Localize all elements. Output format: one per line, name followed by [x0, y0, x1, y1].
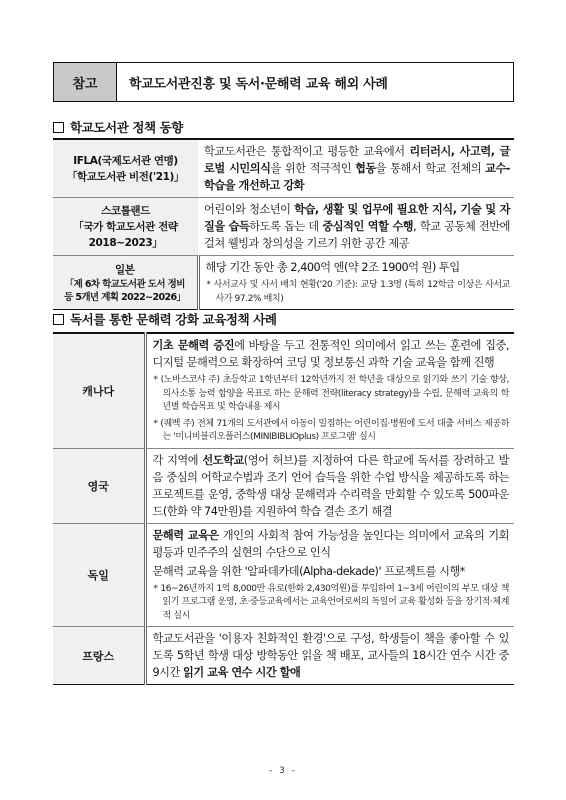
table-row — [53, 448, 514, 523]
label-line: IFLA(국제도서관 연맹) — [73, 154, 178, 167]
table-row — [53, 523, 514, 627]
page-title: 학교도서관진흥 및 독서·문해력 교육 해외 사례 — [129, 76, 388, 92]
bold-text: 선도학교 — [202, 453, 244, 467]
row-body — [145, 448, 514, 523]
text: 을 위한 적극적인 — [270, 162, 356, 175]
text: 각 지역에 — [152, 453, 203, 467]
label-line: 「국가 학교도서관 전략 — [73, 220, 178, 233]
table-row — [53, 627, 514, 685]
row-label — [53, 198, 198, 256]
row-body — [145, 523, 514, 627]
text: 학교도서관은 통합적이고 평등한 교육에서 — [204, 145, 410, 158]
title-tag: 참고 — [54, 63, 117, 101]
country-label: 독일 — [53, 523, 145, 627]
page-number: - 3 - — [269, 766, 297, 776]
section-heading-policy — [53, 118, 183, 136]
label-line: 「학교도서관 비전('21)」 — [66, 170, 185, 183]
literacy-table — [53, 332, 514, 685]
footnote: * (노바스코샤 주) 초등학교 1학년부터 12학년까지 전 학년을 대상으로 읽기와 쓰기 기술 향상, 의사소통 능력 함양을 목표로 하는 문해력 전략(literacy strategy)을 수립, 문해력 교육의 학년별 학습목표 및 학습내용 제시 — [153, 375, 509, 412]
section-heading-text: 독서를 통한 문해력 강화 교육정책 사례 — [70, 312, 277, 327]
footnote: * 사서교사 및 사서 배치 현황('20 기준): 교당 1.3명 (특히 12학급 이상은 사서교사가 97.2% 배치) — [206, 280, 510, 304]
text: 어린이와 청소년이 — [204, 203, 295, 216]
label-line: 「제 6차 학교도서관 도서 정비 — [64, 278, 185, 290]
row-body — [145, 333, 514, 448]
section-heading-text: 학교도서관 정책 동향 — [70, 120, 183, 135]
row-label — [53, 139, 198, 198]
text: , 학교 공동체 전반에 걸쳐 웰빙과 창의성을 기르기 위한 공간 제공 — [204, 220, 510, 250]
bold-text: 리터러시, 사고력, 글로벌 시민의식 — [204, 145, 510, 175]
bold-text: 문해력 교육은 — [152, 528, 219, 542]
row-label — [53, 256, 198, 310]
text: 하도록 돕는 데 — [249, 220, 323, 233]
bold-text: 협동 — [355, 162, 376, 175]
country-label: 캐나다 — [53, 333, 145, 448]
section-heading-literacy — [53, 310, 277, 328]
footnote: * (퀘벡 주) 전체 71개의 도서관에서 아동이 밀집하는 어린이집·병원에 도서 대출 서비스 제공하는 '미니비블리오플러스(MINIBIBLIOplus) 프로그램' 실시 — [153, 418, 509, 442]
text: 을 통해서 학교 전체의 — [375, 162, 486, 175]
label-line: 2018∼2023」 — [88, 236, 163, 249]
square-bullet-icon — [53, 314, 64, 325]
policy-table — [53, 138, 514, 310]
table-row — [53, 139, 514, 198]
square-bullet-icon — [53, 122, 64, 133]
row-body — [198, 256, 514, 310]
label-line: 일본 — [115, 263, 135, 276]
label-line: 등 5개년 계획 2022~2026」 — [64, 291, 186, 303]
country-label: 영국 — [53, 448, 145, 523]
row-body — [145, 627, 514, 685]
row-body — [198, 198, 514, 256]
text: 해당 기간 동안 총 2,400억 엔(약 2조 1900억 원) 투입 — [205, 261, 460, 274]
text: 학교도서관을 '이용자 친화적인 환경'으로 구성, 학생들이 책을 좋아할 수 있도록 5학년 학생 대상 방학동안 읽을 책 배포, 교사들의 18시간 연수 시간 중 9시간 — [152, 632, 509, 679]
table-row — [53, 333, 514, 448]
row-body — [198, 139, 514, 198]
text: (영어 허브)를 지정하여 다른 학교에 독서를 장려하고 발음 중심의 어학교수법과 조기 언어 습득을 위한 수업 방식을 제공하도록 하는 프로젝트를 운영, 중학생 대상 문해력과 수리력을 만회할 수 있도록 500파운드(한화 약 74만원)를 지원하여 학습 결손 조기 해결 — [152, 453, 509, 518]
text: 에 바탕을 두고 전통적인 의미에서 읽고 쓰는 훈련에 집중, 디지털 문해력으로 확장하여 코딩 및 정보통신 과학 기술 교육을 함께 진행 — [152, 339, 509, 369]
footnote: * 16~26년까지 1억 8,000만 유로(한화 2,430억원)를 투입하여 1~3세 어린이의 부모 대상 책읽기 프로그램 운영, 초·중등교육에서는 교육언어로써의 독일어 교육 활성화 등을 장기적·체계적 실시 — [153, 583, 509, 621]
bold-text: 학습, 생활 및 업무에 필요한 지식, 기술 및 자질을 습득 — [204, 203, 510, 233]
bold-text: 중심적인 역할 수행 — [322, 220, 414, 233]
text: 문해력 교육을 위한 '알파데카데(Alpha-dekade)' 프로젝트를 시행* — [152, 564, 465, 578]
label-line: 스코틀랜드 — [101, 204, 150, 217]
bold-text: 교수-학습을 개선하고 강화 — [204, 162, 511, 192]
table-row — [53, 256, 514, 310]
bold-text: 기초 문해력 증진 — [152, 339, 235, 352]
title-box — [53, 62, 514, 102]
country-label: 프랑스 — [53, 627, 145, 685]
text: 개인의 사회적 참여 가능성을 높인다는 의미에서 교육의 기회 평등과 민주주의 실현의 수단으로 인식 — [152, 528, 510, 559]
table-row — [53, 198, 514, 256]
bold-text: 읽기 교육 연수 시간 할애 — [183, 666, 301, 679]
